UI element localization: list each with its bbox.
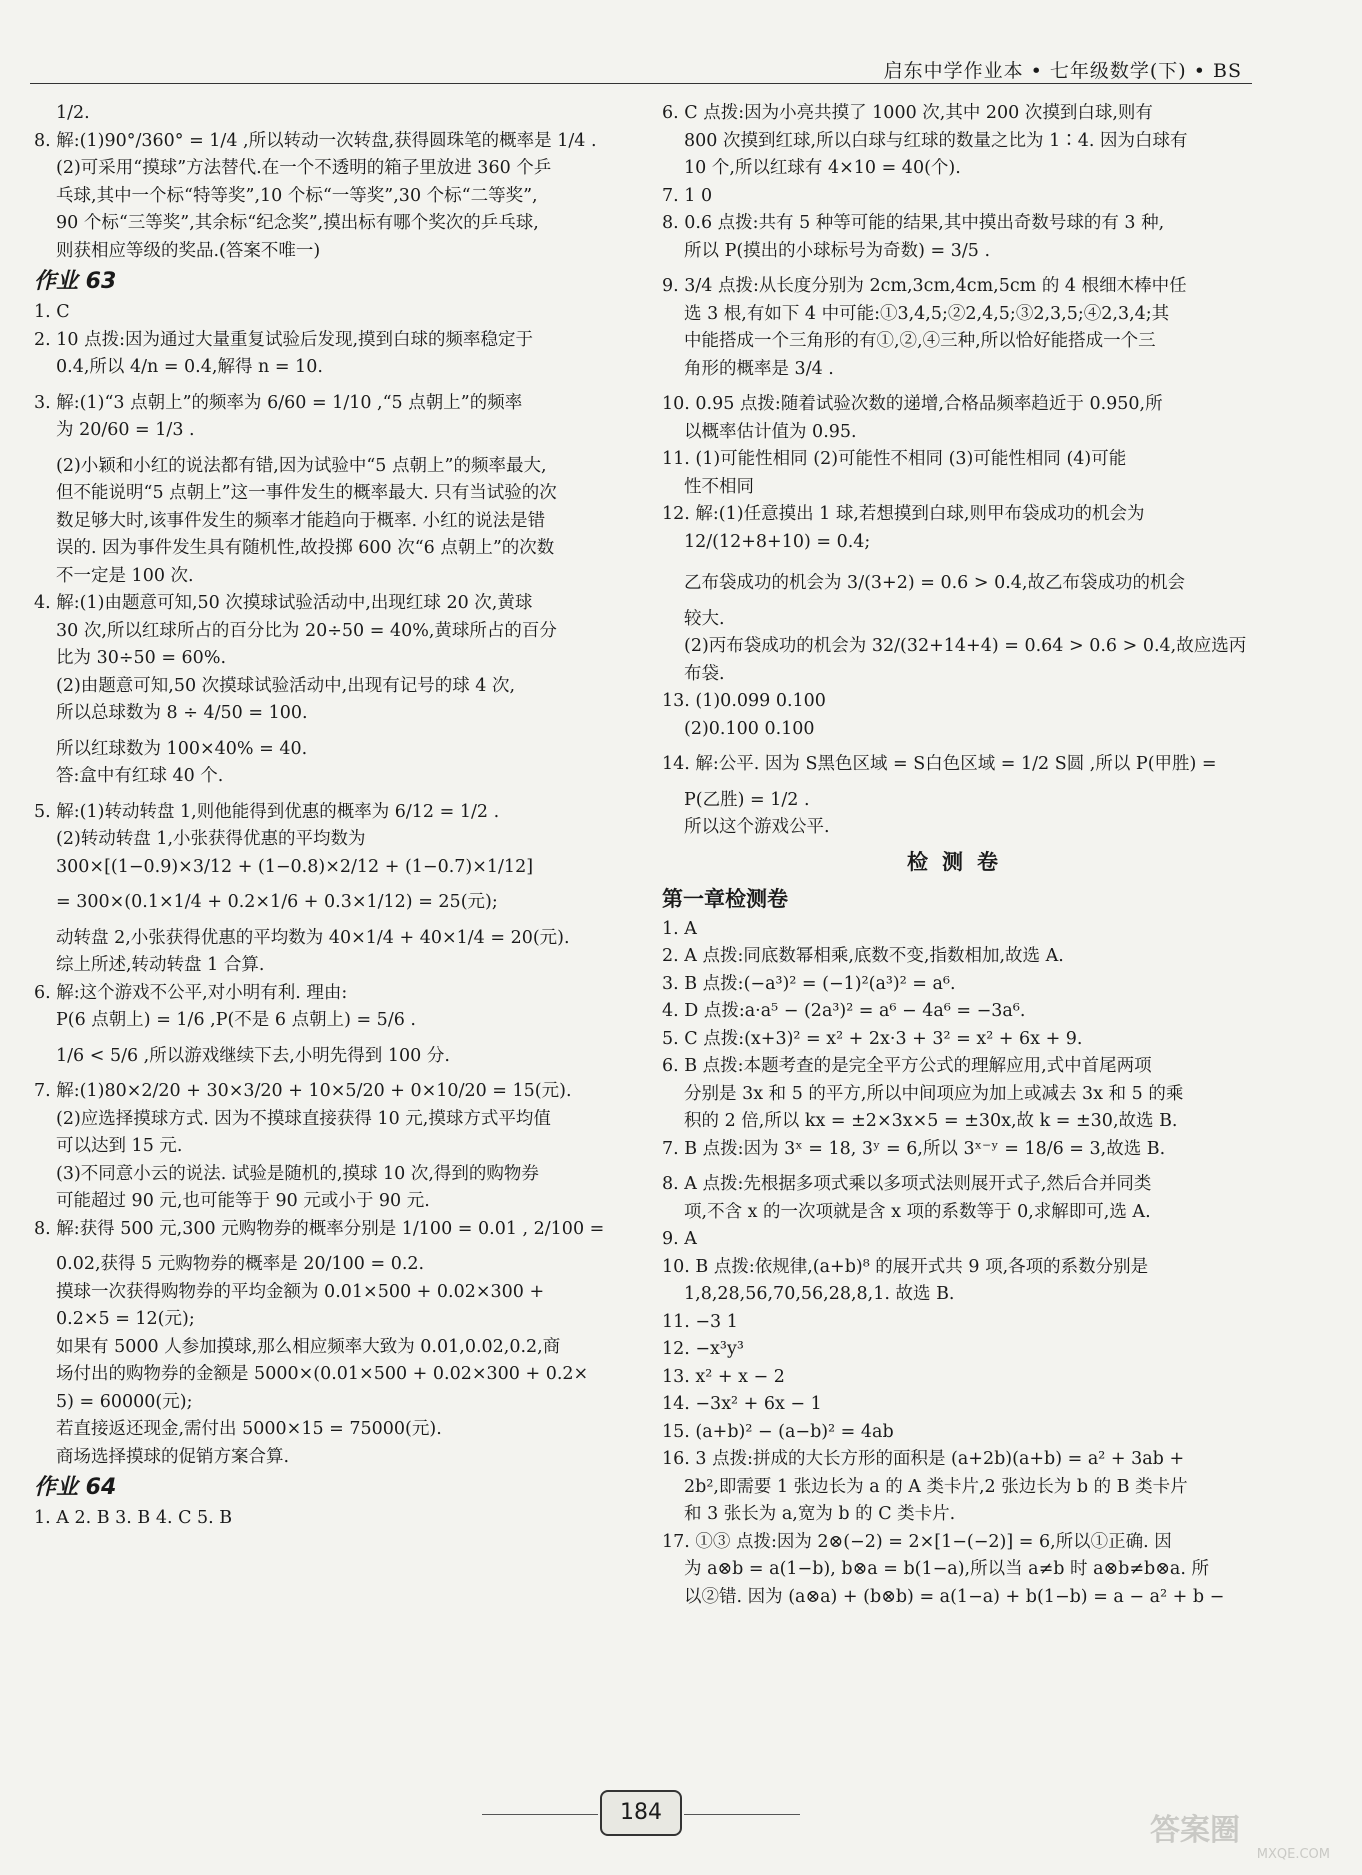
text-line: 角形的概率是 3/4 . (684, 358, 834, 379)
text-line: 项,不含 x 的一次项就是含 x 项的系数等于 0,求解即可,选 A. (684, 1201, 1151, 1222)
spacer (662, 779, 1257, 787)
text-line: 为 a⊗b = a(1−b), b⊗a = b(1−a),所以当 a≠b 时 a⊗b≠b⊗a. 所 (684, 1559, 1209, 1579)
text-line: 6. C 点拨:因为小亮共摸了 1000 次,其中 200 次摸到白球,则有 (662, 103, 1153, 123)
text-line: 分别是 3x 和 5 的平方,所以中间项应为加上或减去 3x 和 5 的乘 (684, 1083, 1184, 1104)
text-line: 800 次摸到红球,所以白球与红球的数量之比为 1∶4. 因为白球有 (684, 130, 1188, 151)
section-heading: 检测卷 (907, 849, 1012, 874)
text-line: (2)丙布袋成功的机会为 32/(32+14+4) = 0.64 > 0.6 > 0.4,故应选丙 (684, 636, 1247, 656)
text-line: 3. B 点拨:(−a³)² = (−1)²(a³)² = a⁶. (662, 973, 956, 994)
text-line: 16. 3 点拨:拼成的大长方形的面积是 (a+2b)(a+b) = a² + 3ab + (662, 1449, 1185, 1469)
spacer (662, 265, 1257, 273)
spacer (662, 743, 1257, 751)
text-line: 17. ①③ 点拨:因为 2⊗(−2) = 2×[1−(−2)] = 6,所以①正确. 因 (662, 1531, 1172, 1552)
text-line: 动转盘 2,小张获得优惠的平均数为 40×1/4 + 40×1/4 = 20(元). (56, 927, 570, 948)
text-line: 10 个,所以红球有 4×10 = 40(个). (684, 158, 961, 178)
spacer (34, 445, 634, 453)
spacer (34, 382, 634, 390)
watermark-url: MXQE.COM (1256, 1847, 1330, 1862)
text-line: 1. A 2. B 3. B 4. C 5. B (34, 1508, 233, 1528)
text-line: 1. A (662, 918, 697, 939)
text-line: 所以这个游戏公平. (684, 817, 830, 837)
text-line: = 300×(0.1×1/4 + 0.2×1/6 + 0.3×1/12) = 25(元); (56, 892, 498, 912)
text-line: 布袋. (684, 663, 725, 684)
running-header: 启东中学作业本 • 七年级数学(下) • BS (30, 56, 1252, 84)
text-line: 14. 解:公平. 因为 S黑色区域 = S白色区域 = 1/2 S圆 ,所以 P(甲胜) = (662, 754, 1217, 774)
text-line: 以②错. 因为 (a⊗a) + (b⊗b) = a(1−a) + b(1−b) = a − a² + b − (684, 1586, 1225, 1607)
text-line: 11. (1)可能性相同 (2)可能性不相同 (3)可能性相同 (4)可能 (662, 449, 1127, 469)
text-line: 积的 2 倍,所以 kx = ±2×3x×5 = ±30x,故 k = ±30,故选 B. (684, 1111, 1178, 1131)
spacer (34, 728, 634, 736)
text-line: 8. 解:获得 500 元,300 元购物券的概率分别是 1/100 = 0.01 , 2/100 = (34, 1218, 605, 1239)
spacer (34, 791, 634, 799)
text-line: 30 次,所以红球所占的百分比为 20÷50 = 40%,黄球所占的百分 (56, 620, 557, 641)
spacer (662, 383, 1257, 391)
text-line: 14. −3x² + 6x − 1 (662, 1394, 822, 1414)
text-line: 选 3 根,有如下 4 中可能:①3,4,5;②2,4,5;③2,3,5;④2,3,4;其 (684, 303, 1170, 324)
spacer (34, 881, 634, 889)
text-line: 1,8,28,56,70,56,28,8,1. 故选 B. (684, 1284, 955, 1304)
text-line: 1/6 < 5/6 ,所以游戏继续下去,小明先得到 100 分. (56, 1045, 450, 1066)
page-number: 184 (600, 1790, 682, 1836)
text-line: 可以达到 15 元. (56, 1136, 183, 1156)
text-line: 5. C 点拨:(x+3)² = x² + 2x·3 + 3² = x² + 6x + 9. (662, 1028, 1083, 1049)
spacer (34, 1243, 634, 1251)
text-line: 10. B 点拨:依规律,(a+b)⁸ 的展开式共 9 项,各项的系数分别是 (662, 1256, 1149, 1277)
text-line: 摸球一次获得购物券的平均金额为 0.01×500 + 0.02×300 + (56, 1281, 545, 1302)
text-line: 7. 解:(1)80×2/20 + 30×3/20 + 10×5/20 + 0×10/20 = 15(元). (34, 1081, 572, 1101)
text-line: 为 20/60 = 1/3 . (56, 420, 195, 440)
spacer (34, 1035, 634, 1043)
spacer (662, 1163, 1257, 1171)
text-line: (2)由题意可知,50 次摸球试验活动中,出现有记号的球 4 次, (56, 675, 516, 696)
text-line: 误的. 因为事件发生具有随机性,故投掷 600 次“6 点朝上”的次数 (56, 538, 555, 558)
text-line: 5) = 60000(元); (56, 1391, 193, 1412)
text-line: 7. B 点拨:因为 3ˣ = 18, 3ʸ = 6,所以 3ˣ⁻ʸ = 18/6 = 3,故选 B. (662, 1138, 1166, 1159)
text-line: 1. C (34, 302, 70, 322)
text-line: 则获相应等级的奖品.(答案不唯一) (56, 240, 321, 261)
text-line: 2b²,即需要 1 张边长为 a 的 A 类卡片,2 张边长为 b 的 B 类卡片 (684, 1476, 1188, 1497)
text-line: 0.2×5 = 12(元); (56, 1309, 195, 1329)
text-line: 10. 0.95 点拨:随着试验次数的递增,合格品频率趋近于 0.950,所 (662, 394, 1163, 414)
text-line: 可能超过 90 元,也可能等于 90 元或小于 90 元. (56, 1191, 430, 1211)
section-heading: 作业 64 (34, 1475, 117, 1500)
text-line: 0.4,所以 4/n = 0.4,解得 n = 10. (56, 357, 323, 377)
text-line: 5. 解:(1)转动转盘 1,则他能得到优惠的概率为 6/12 = 1/2 . (34, 801, 500, 822)
text-line: 数足够大时,该事件发生的频率才能趋向于概率. 小红的说法是错 (56, 510, 546, 531)
text-line: 乓球,其中一个标“特等奖”,10 个标“一等奖”,30 个标“二等奖”, (56, 185, 538, 206)
text-line: 中能搭成一个三角形的有①,②,④三种,所以恰好能搭成一个三 (684, 331, 1156, 351)
text-line: 若直接返还现金,需付出 5000×15 = 75000(元). (56, 1419, 442, 1439)
spacer (662, 556, 1257, 570)
text-line: (3)不同意小云的说法. 试验是随机的,摸球 10 次,得到的购物券 (56, 1163, 539, 1184)
text-line: 0.02,获得 5 元购物券的概率是 20/100 = 0.2. (56, 1254, 425, 1274)
text-line: 3. 解:(1)“3 点朝上”的频率为 6/60 = 1/10 ,“5 点朝上”的频率 (34, 392, 523, 413)
watermark-text: 答案圈 (1150, 1813, 1240, 1848)
text-line: 9. A (662, 1229, 697, 1249)
text-line: 商场选择摸球的促销方案合算. (56, 1446, 290, 1467)
text-line: 13. (1)0.099 0.100 (662, 691, 826, 711)
watermark-logo (1150, 1815, 1350, 1867)
text-line: 所以 P(摸出的小球标号为奇数) = 3/5 . (684, 240, 991, 261)
text-line: 4. 解:(1)由题意可知,50 次摸球试验活动中,出现红球 20 次,黄球 (34, 593, 533, 613)
text-line: 6. B 点拨:本题考查的是完全平方公式的理解应用,式中首尾两项 (662, 1056, 1152, 1076)
left-column (34, 100, 634, 1533)
text-line: 4. D 点拨:a·a⁵ − (2a³)² = a⁶ − 4a⁶ = −3a⁶. (662, 1001, 1026, 1021)
text-line: 所以红球数为 100×40% = 40. (56, 738, 308, 759)
text-line: (2)可采用“摸球”方法替代.在一个不透明的箱子里放进 360 个乒 (56, 158, 552, 178)
text-line: (2)小颖和小红的说法都有错,因为试验中“5 点朝上”的频率最大, (56, 455, 547, 476)
text-line: 8. 0.6 点拨:共有 5 种等可能的结果,其中摸出奇数号球的有 3 种, (662, 213, 1165, 233)
text-line: 12. −x³y³ (662, 1339, 744, 1359)
text-line: 2. 10 点拨:因为通过大量重复试验后发现,摸到白球的频率稳定于 (34, 329, 534, 350)
text-line: 7. 1 0 (662, 185, 713, 206)
text-line: 如果有 5000 人参加摸球,那么相应频率大致为 0.01,0.02,0.2,商 (56, 1336, 561, 1357)
text-line: P(6 点朝上) = 1/6 ,P(不是 6 点朝上) = 5/6 . (56, 1010, 416, 1030)
text-line: 性不相同 (684, 476, 754, 497)
text-line: 13. x² + x − 2 (662, 1366, 785, 1387)
text-line: (2)转动转盘 1,小张获得优惠的平均数为 (56, 829, 366, 849)
text-line: 11. −3 1 (662, 1311, 738, 1332)
text-line: 12/(12+8+10) = 0.4; (684, 531, 871, 552)
section-heading: 第一章检测卷 (662, 886, 788, 911)
text-line: (2)应选择摸球方式. 因为不摸球直接获得 10 元,摸球方式平均值 (56, 1108, 551, 1129)
text-line: 15. (a+b)² − (a−b)² = 4ab (662, 1421, 894, 1442)
text-line: 8. A 点拨:先根据多项式乘以多项式法则展开式子,然后合并同类 (662, 1174, 1152, 1194)
text-line: 综上所述,转动转盘 1 合算. (56, 955, 265, 975)
text-line: P(乙胜) = 1/2 . (684, 789, 810, 810)
text-line: 和 3 张长为 a,宽为 b 的 C 类卡片. (684, 1504, 956, 1524)
text-line: 90 个标“三等奖”,其余标“纪念奖”,摸出标有哪个奖次的乒乓球, (56, 213, 539, 233)
spacer (34, 917, 634, 925)
spacer (34, 1070, 634, 1078)
text-line: 8. 解:(1)90°/360° = 1/4 ,所以转动一次转盘,获得圆珠笔的概率是 1/4 . (34, 130, 597, 151)
text-line: 答:盒中有红球 40 个. (56, 766, 224, 786)
spacer (662, 598, 1257, 606)
text-line: 6. 解:这个游戏不公平,对小明有利. 理由: (34, 982, 348, 1003)
text-line: 但不能说明“5 点朝上”这一事件发生的概率最大. 只有当试验的次 (56, 483, 557, 503)
text-line: 乙布袋成功的机会为 3/(3+2) = 0.6 > 0.4,故乙布袋成功的机会 (684, 573, 1185, 593)
text-line: 比为 30÷50 = 60%. (56, 648, 227, 668)
text-line: 所以总球数为 8 ÷ 4/50 = 100. (56, 703, 308, 723)
right-column (662, 100, 1257, 1611)
text-line: 12. 解:(1)任意摸出 1 球,若想摸到白球,则甲布袋成功的机会为 (662, 504, 1145, 524)
text-line: (2)0.100 0.100 (684, 718, 815, 739)
text-line: 以概率估计值为 0.95. (684, 421, 857, 442)
text-line: 场付出的购物券的金额是 5000×(0.01×500 + 0.02×300 + 0.2× (56, 1364, 589, 1384)
text-line: 较大. (684, 608, 725, 629)
text-line: 2. A 点拨:同底数幂相乘,底数不变,指数相加,故选 A. (662, 946, 1064, 966)
text-line: 9. 3/4 点拨:从长度分别为 2cm,3cm,4cm,5cm 的 4 根细木棒中任 (662, 276, 1187, 296)
text-line: 1/2. (56, 103, 90, 123)
text-line: 300×[(1−0.9)×3/12 + (1−0.8)×2/12 + (1−0.7)×1/12] (56, 856, 534, 877)
text-line: 不一定是 100 次. (56, 565, 194, 586)
section-heading: 作业 63 (34, 269, 117, 294)
